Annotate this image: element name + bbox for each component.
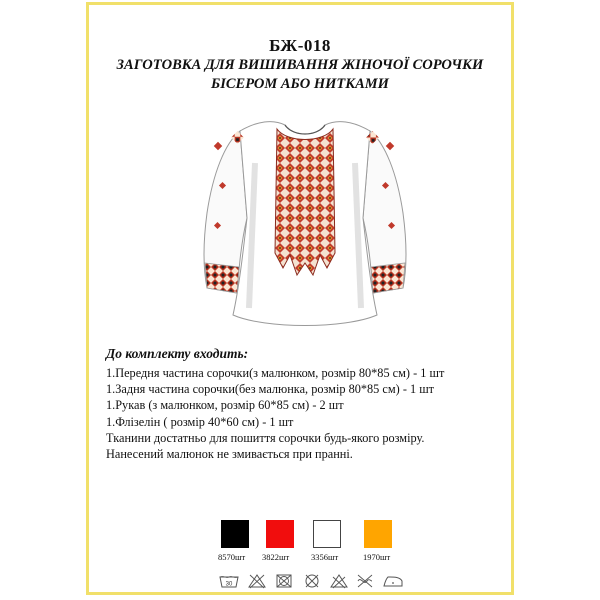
wash-temp-label: 30 [225,581,233,588]
swatch-red [266,520,294,548]
kit-item: 1.Рукав (з малюнком, розмір 60*85 см) - 2 шт [106,398,344,413]
product-title-line1: ЗАГОТОВКА ДЛЯ ВИШИВАННЯ ЖІНОЧОЇ СОРОЧКИ [116,57,484,73]
no-bleach-triangle-icon [331,575,347,588]
swatch-count-orange: 1970шт [363,552,391,562]
swatch-black [221,520,249,548]
embroidered-shirt-icon [195,103,415,343]
iron-low-icon [384,577,402,586]
kit-heading: До комплекту входить: [106,346,249,361]
no-tumble-dry-icon [277,575,291,587]
no-wring-icon [358,575,372,587]
wash-30-icon [220,576,238,587]
product-code: БЖ-018 [269,36,331,55]
no-bleach-icon [249,575,265,588]
swatch-count-black: 8570шт [218,552,246,562]
kit-item: 1.Флізелін ( розмір 40*60 см) - 1 шт [106,414,294,429]
product-title-line2: БІСЕРОМ АБО НИТКАМИ [211,76,389,92]
care-symbols [218,573,418,589]
kit-note: Нанесений малюнок не змивається при пранні. [106,447,353,462]
swatch-count-white: 3356шт [311,552,339,562]
swatch-count-red: 3822шт [262,552,290,562]
kit-item: 1.Передня частина сорочки(з малюнком, розмір 80*85 см) - 1 шт [106,366,445,380]
swatch-white [313,520,341,548]
no-dry-clean-icon [306,575,318,587]
kit-note: Тканини достатньо для пошиття сорочки будь-якого розміру. [106,430,425,445]
swatch-orange [364,520,392,548]
kit-list [106,365,444,462]
color-swatches [218,520,418,590]
kit-item: 1.Задня частина сорочки(без малюнка, розмір 80*85 см) - 1 шт [106,382,435,397]
